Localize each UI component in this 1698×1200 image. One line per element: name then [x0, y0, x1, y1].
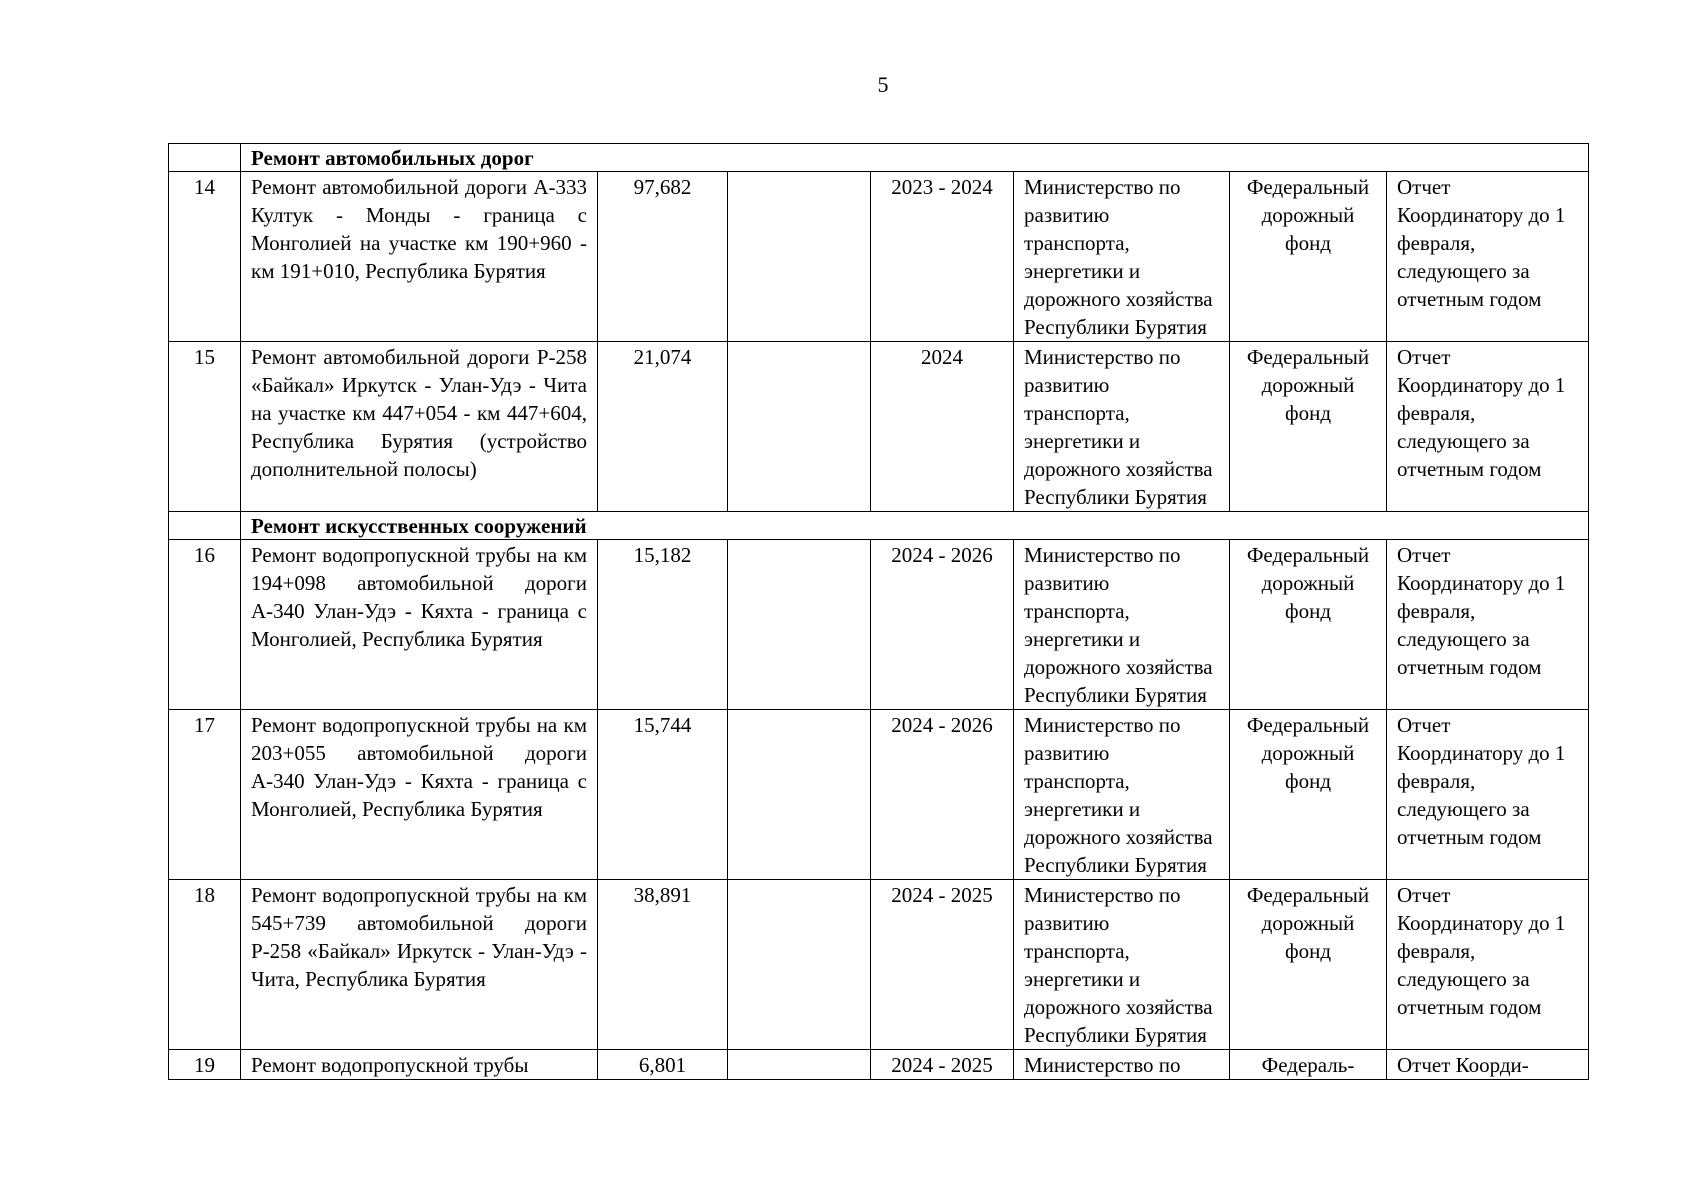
row-number: 15	[169, 342, 241, 512]
amount: 6,801	[598, 1050, 728, 1080]
period: 2024 - 2025	[871, 880, 1014, 1050]
extra-cell	[728, 710, 871, 880]
section-heading: Ремонт искусственных сооружений	[241, 512, 1589, 540]
row-number: 19	[169, 1050, 241, 1080]
table-row	[169, 342, 1589, 512]
report-form: Отчет Координатору до 1 февраля, следующего за отчетным годом	[1387, 880, 1589, 1050]
table-row	[169, 880, 1589, 1050]
row-number: 18	[169, 880, 241, 1050]
report-form: Отчет Коорди-	[1387, 1050, 1589, 1080]
executor: Министерство по развитию транспорта, энергетики и дорожного хозяйства Республики Бурятия	[1014, 540, 1230, 710]
row-number: 14	[169, 172, 241, 342]
period: 2023 - 2024	[871, 172, 1014, 342]
work-name: Ремонт автомобильной дороги Р-258 «Байкал» Иркутск - Улан-Удэ - Чита на участке км 447+054 - км 447+604, Республика Бурятия (устройство дополнительной полосы)	[241, 342, 598, 512]
extra-cell	[728, 540, 871, 710]
executor: Министерство по развитию транспорта, энергетики и дорожного хозяйства Республики Бурятия	[1014, 710, 1230, 880]
funding-source: Федеральный дорожный фонд	[1230, 540, 1387, 710]
work-name: Ремонт водопропускной трубы на км 545+739 автомобильной дороги Р-258 «Байкал» Иркутск - Улан-Удэ - Чита, Республика Бурятия	[241, 880, 598, 1050]
amount: 21,074	[598, 342, 728, 512]
table-row	[169, 1050, 1589, 1080]
executor: Министерство по развитию транспорта, энергетики и дорожного хозяйства Республики Бурятия	[1014, 880, 1230, 1050]
section-num-cell	[169, 144, 241, 172]
row-number: 16	[169, 540, 241, 710]
work-name: Ремонт водопропускной трубы на км 194+098 автомобильной дороги А-340 Улан-Удэ - Кяхта - граница с Монголией, Республика Бурятия	[241, 540, 598, 710]
measures-table	[168, 143, 1589, 1080]
period: 2024 - 2025	[871, 1050, 1014, 1080]
executor: Министерство по	[1014, 1050, 1230, 1080]
amount: 15,744	[598, 710, 728, 880]
section-row	[169, 144, 1589, 172]
section-num-cell	[169, 512, 241, 540]
table-row	[169, 710, 1589, 880]
report-form: Отчет Координатору до 1 февраля, следующего за отчетным годом	[1387, 540, 1589, 710]
amount: 15,182	[598, 540, 728, 710]
report-form: Отчет Координатору до 1 февраля, следующего за отчетным годом	[1387, 342, 1589, 512]
row-number: 17	[169, 710, 241, 880]
extra-cell	[728, 342, 871, 512]
funding-source: Федеральный дорожный фонд	[1230, 710, 1387, 880]
amount: 38,891	[598, 880, 728, 1050]
extra-cell	[728, 880, 871, 1050]
period: 2024 - 2026	[871, 710, 1014, 880]
funding-source: Федеральный дорожный фонд	[1230, 172, 1387, 342]
work-name: Ремонт водопропускной трубы на км 203+055 автомобильной дороги А-340 Улан-Удэ - Кяхта - граница с Монголией, Республика Бурятия	[241, 710, 598, 880]
table-row	[169, 540, 1589, 710]
executor: Министерство по развитию транспорта, энергетики и дорожного хозяйства Республики Бурятия	[1014, 172, 1230, 342]
funding-source: Федеральный дорожный фонд	[1230, 342, 1387, 512]
report-form: Отчет Координатору до 1 февраля, следующего за отчетным годом	[1387, 172, 1589, 342]
extra-cell	[728, 1050, 871, 1080]
period: 2024 - 2026	[871, 540, 1014, 710]
section-heading: Ремонт автомобильных дорог	[241, 144, 1589, 172]
report-form: Отчет Координатору до 1 февраля, следующего за отчетным годом	[1387, 710, 1589, 880]
work-name: Ремонт водопропускной трубы	[241, 1050, 598, 1080]
page-number: 5	[877, 72, 889, 97]
table-row	[169, 172, 1589, 342]
extra-cell	[728, 172, 871, 342]
work-name: Ремонт автомобильной дороги А-333 Култук - Монды - граница с Монголией на участке км 190+960 - км 191+010, Республика Бурятия	[241, 172, 598, 342]
period: 2024	[871, 342, 1014, 512]
funding-source: Федераль-	[1230, 1050, 1387, 1080]
section-row	[169, 512, 1589, 540]
amount: 97,682	[598, 172, 728, 342]
funding-source: Федеральный дорожный фонд	[1230, 880, 1387, 1050]
executor: Министерство по развитию транспорта, энергетики и дорожного хозяйства Республики Бурятия	[1014, 342, 1230, 512]
